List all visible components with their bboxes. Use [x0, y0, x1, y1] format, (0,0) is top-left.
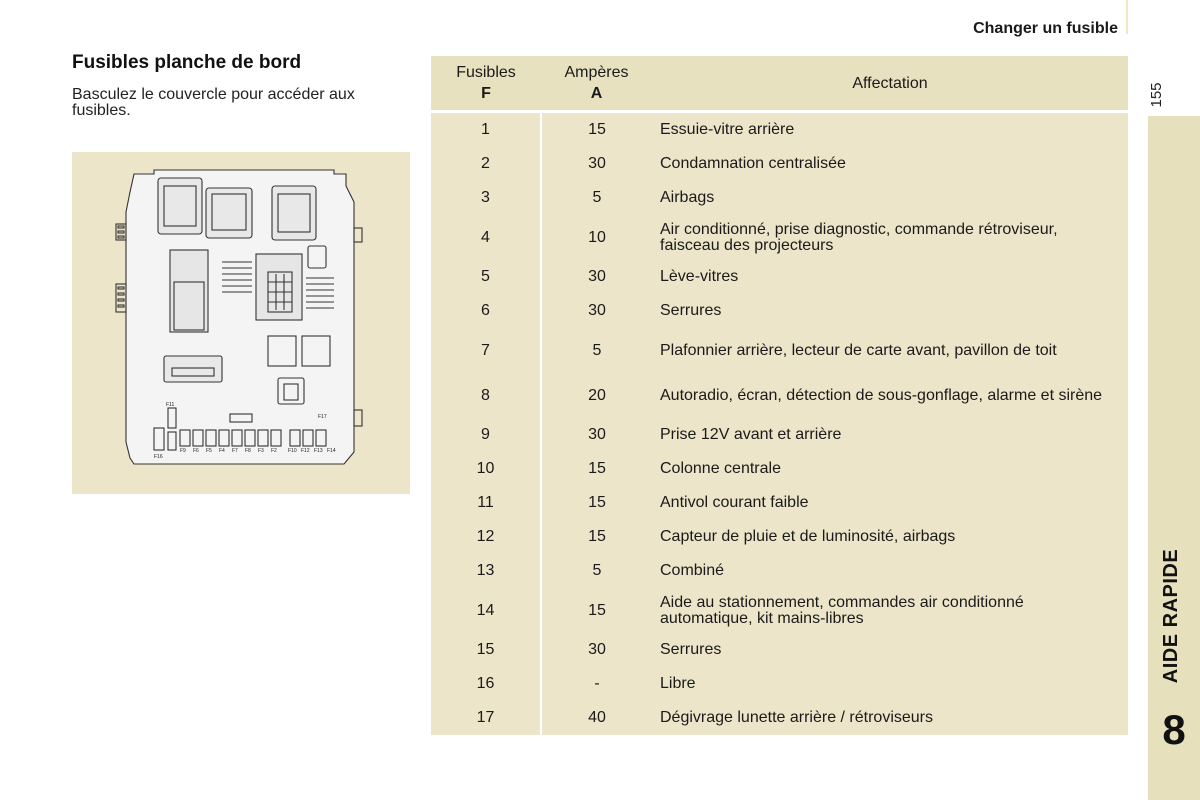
table-body [431, 110, 1128, 735]
table-row [431, 486, 1128, 520]
fuse-label: F11 [166, 402, 175, 408]
table-row [431, 328, 1128, 373]
section-title: Fusibles planche de bord [72, 52, 302, 73]
column-header-fuse-label: Fusibles [456, 64, 516, 81]
column-header-fuse-unit: F [481, 85, 491, 102]
table-row [431, 452, 1128, 486]
fuse-label: F2 [271, 448, 277, 454]
table-row [431, 633, 1128, 667]
fuse-number: 7 [431, 328, 541, 373]
column-header-amps-unit: A [590, 85, 603, 102]
fuse-label: F17 [318, 414, 327, 420]
section-intro: Basculez le couvercle pour accéder aux fusibles. [72, 86, 355, 119]
chapter-side-band [1148, 116, 1200, 800]
fuse-label: F8 [245, 448, 251, 454]
table-row [431, 294, 1128, 328]
fuse-number: 6 [431, 294, 541, 328]
fuse-assignment: Dégivrage lunette arrière / rétroviseurs [652, 701, 1128, 735]
table-row [431, 701, 1128, 735]
fuse-label: F14 [327, 448, 336, 454]
fuse-assignment: Libre [652, 667, 1128, 701]
chapter-number: 8 [1162, 706, 1186, 753]
column-header-amps-label: Ampères [564, 64, 629, 81]
column-header-fuse [431, 56, 541, 110]
table-row [431, 554, 1128, 588]
fuse-box-illustration [72, 152, 410, 494]
fuse-number: 11 [431, 486, 541, 520]
chapter-label: AIDE RAPIDE [1159, 548, 1182, 684]
fuse-number: 16 [431, 667, 541, 701]
fuse-assignment: Prise 12V avant et arrière [652, 418, 1128, 452]
fuse-amperage: 20 [541, 373, 652, 418]
fuse-assignment: Air conditionné, prise diagnostic, commande rétroviseur, faisceau des projecteurs [652, 215, 1128, 260]
table-row [431, 373, 1128, 418]
fuse-label: F5 [206, 448, 212, 454]
fuse-number: 8 [431, 373, 541, 418]
fuse-amperage: 15 [541, 452, 652, 486]
fuse-amperage: 15 [541, 486, 652, 520]
fuse-number: 17 [431, 701, 541, 735]
fuse-assignment: Essuie-vitre arrière [652, 113, 1128, 147]
table-row [431, 520, 1128, 554]
fuse-assignment: Capteur de pluie et de luminosité, airbags [652, 520, 1128, 554]
fuse-amperage: 15 [541, 588, 652, 633]
fuse-number: 10 [431, 452, 541, 486]
fuse-number: 9 [431, 418, 541, 452]
fuse-amperage: 15 [541, 520, 652, 554]
table-row [431, 588, 1128, 633]
fuse-amperage: 30 [541, 260, 652, 294]
fuse-number: 4 [431, 215, 541, 260]
fuse-label: F16 [154, 454, 163, 460]
fuse-number: 12 [431, 520, 541, 554]
fuse-assignment: Condamnation centralisée [652, 147, 1128, 181]
fuse-number: 1 [431, 113, 541, 147]
section-header: Changer un fusible [973, 20, 1118, 37]
fuse-amperage: 10 [541, 215, 652, 260]
fuse-assignment: Plafonnier arrière, lecteur de carte avant, pavillon de toit [652, 328, 1128, 373]
fuse-amperage: - [541, 667, 652, 701]
column-header-amps [541, 56, 652, 110]
fuse-assignment: Autoradio, écran, détection de sous-gonflage, alarme et sirène [652, 373, 1128, 418]
fuse-number: 13 [431, 554, 541, 588]
fuse-label: F7 [232, 448, 238, 454]
fuse-label: F4 [219, 448, 225, 454]
fuse-amperage: 5 [541, 328, 652, 373]
fuse-label: F12 [301, 448, 310, 454]
fuse-number: 14 [431, 588, 541, 633]
fuse-label: F10 [288, 448, 297, 454]
fuse-number: 5 [431, 260, 541, 294]
fuse-label: F13 [314, 448, 323, 454]
fuse-amperage: 30 [541, 633, 652, 667]
fuse-table [431, 56, 1128, 735]
fuse-amperage: 30 [541, 418, 652, 452]
fuse-assignment: Combiné [652, 554, 1128, 588]
fuse-box-diagram [72, 152, 410, 494]
table-row [431, 260, 1128, 294]
column-header-assignment: Affectation [652, 56, 1128, 110]
fuse-amperage: 40 [541, 701, 652, 735]
fuse-assignment: Serrures [652, 633, 1128, 667]
fuse-number: 15 [431, 633, 541, 667]
table-row [431, 215, 1128, 260]
table-row [431, 147, 1128, 181]
fuse-label: F3 [258, 448, 264, 454]
header-rule [1126, 0, 1128, 34]
fuse-assignment: Lève-vitres [652, 260, 1128, 294]
fuse-number: 2 [431, 147, 541, 181]
fuse-amperage: 5 [541, 554, 652, 588]
page-number: 155 [1147, 82, 1165, 108]
table-row [431, 667, 1128, 701]
table-row [431, 113, 1128, 147]
fuse-label: F6 [193, 448, 199, 454]
fuse-assignment: Airbags [652, 181, 1128, 215]
fuse-assignment: Serrures [652, 294, 1128, 328]
fuse-amperage: 5 [541, 181, 652, 215]
table-row [431, 418, 1128, 452]
fuse-number: 3 [431, 181, 541, 215]
fuse-amperage: 30 [541, 294, 652, 328]
fuse-amperage: 15 [541, 113, 652, 147]
fuse-amperage: 30 [541, 147, 652, 181]
fuse-label: F9 [180, 448, 186, 454]
fuse-assignment: Antivol courant faible [652, 486, 1128, 520]
table-header-row [431, 56, 1128, 110]
fuse-assignment: Aide au stationnement, commandes air conditionné automatique, kit mains-libres [652, 588, 1128, 633]
fuse-assignment: Colonne centrale [652, 452, 1128, 486]
table-row [431, 181, 1128, 215]
